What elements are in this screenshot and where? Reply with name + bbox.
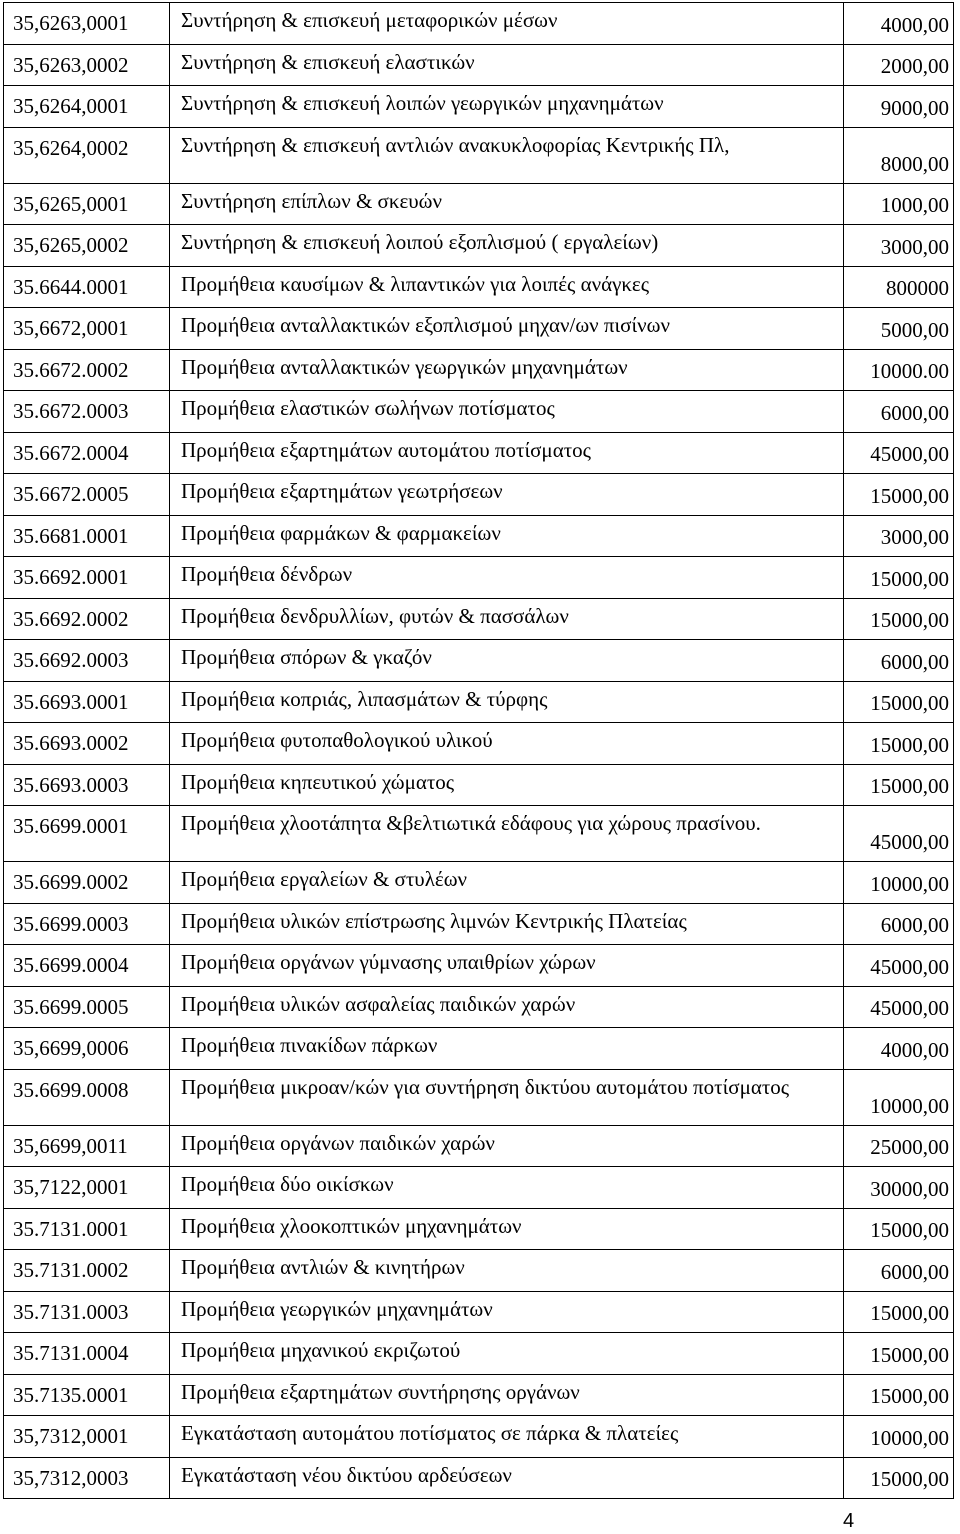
amount-cell: 15000,00 — [844, 1374, 954, 1416]
code-cell: 35.7131.0001 — [4, 1208, 170, 1250]
amount-cell: 45000,00 — [844, 945, 954, 987]
table-row — [4, 308, 954, 350]
description-cell: Προμήθεια υλικών ασφαλείας παιδικών χαρών — [170, 986, 844, 1028]
code-cell: 35,6263,0002 — [4, 44, 170, 86]
table-row — [4, 1416, 954, 1458]
amount-cell: 10000.00 — [844, 349, 954, 391]
amount-cell: 3000,00 — [844, 515, 954, 557]
code-cell: 35,6265,0002 — [4, 225, 170, 267]
code-cell: 35.6699.0005 — [4, 986, 170, 1028]
amount-cell: 25000,00 — [844, 1125, 954, 1167]
amount-cell: 15000,00 — [844, 1208, 954, 1250]
table-row — [4, 349, 954, 391]
amount-cell: 9000,00 — [844, 86, 954, 128]
code-cell: 35.7135.0001 — [4, 1374, 170, 1416]
description-cell: Προμήθεια ανταλλακτικών εξοπλισμού μηχαν/ων πισίνων — [170, 308, 844, 350]
amount-cell: 15000,00 — [844, 681, 954, 723]
code-cell: 35.6672.0003 — [4, 391, 170, 433]
description-cell: Προμήθεια αντλιών & κινητήρων — [170, 1250, 844, 1292]
code-cell: 35.6693.0001 — [4, 681, 170, 723]
table-row — [4, 1457, 954, 1499]
page-number: 4 — [843, 1510, 855, 1532]
code-cell: 35,7122,0001 — [4, 1167, 170, 1209]
code-cell: 35.6672.0002 — [4, 349, 170, 391]
table-row — [4, 557, 954, 599]
table-row — [4, 723, 954, 765]
amount-cell: 6000,00 — [844, 1250, 954, 1292]
description-cell: Προμήθεια φαρμάκων & φαρμακείων — [170, 515, 844, 557]
amount-cell: 2000,00 — [844, 44, 954, 86]
description-cell: Προμήθεια σπόρων & γκαζόν — [170, 640, 844, 682]
table-row — [4, 432, 954, 474]
description-cell: Προμήθεια γεωργικών μηχανημάτων — [170, 1291, 844, 1333]
table-row — [4, 903, 954, 945]
code-cell: 35.6699.0004 — [4, 945, 170, 987]
description-cell: Συντήρηση & επισκευή μεταφορικών μέσων — [170, 3, 844, 45]
description-cell: Προμήθεια μικροαν/κών για συντήρηση δικτύου αυτομάτου ποτίσματος — [170, 1069, 844, 1125]
code-cell: 35.7131.0004 — [4, 1333, 170, 1375]
description-cell: Προμήθεια πινακίδων πάρκων — [170, 1028, 844, 1070]
table-row — [4, 1333, 954, 1375]
amount-cell: 15000,00 — [844, 598, 954, 640]
code-cell: 35.6644.0001 — [4, 266, 170, 308]
amount-cell: 15000,00 — [844, 474, 954, 516]
table-row — [4, 266, 954, 308]
code-cell: 35.6692.0002 — [4, 598, 170, 640]
code-cell: 35,6699,0006 — [4, 1028, 170, 1070]
code-cell: 35,6264,0001 — [4, 86, 170, 128]
code-cell: 35.6693.0002 — [4, 723, 170, 765]
amount-cell: 6000,00 — [844, 640, 954, 682]
description-cell: Προμήθεια δύο οικίσκων — [170, 1167, 844, 1209]
table-row — [4, 1167, 954, 1209]
code-cell: 35.6693.0003 — [4, 764, 170, 806]
description-cell: Προμήθεια κηπευτικού χώματος — [170, 764, 844, 806]
code-cell: 35.6699.0008 — [4, 1069, 170, 1125]
description-cell: Προμήθεια μηχανικού εκριζωτού — [170, 1333, 844, 1375]
description-cell: Προμήθεια δενδρυλλίων, φυτών & πασσάλων — [170, 598, 844, 640]
code-cell: 35,7312,0003 — [4, 1457, 170, 1499]
amount-cell: 5000,00 — [844, 308, 954, 350]
table-row — [4, 945, 954, 987]
table-row — [4, 862, 954, 904]
amount-cell: 15000,00 — [844, 1291, 954, 1333]
code-cell: 35.6699.0002 — [4, 862, 170, 904]
amount-cell: 8000,00 — [844, 127, 954, 183]
table-row — [4, 806, 954, 862]
table-row — [4, 44, 954, 86]
amount-cell: 30000,00 — [844, 1167, 954, 1209]
code-cell: 35,6263,0001 — [4, 3, 170, 45]
table-row — [4, 86, 954, 128]
amount-cell: 15000,00 — [844, 1457, 954, 1499]
table-row — [4, 764, 954, 806]
description-cell: Προμήθεια δένδρων — [170, 557, 844, 599]
description-cell: Συντήρηση & επισκευή ελαστικών — [170, 44, 844, 86]
code-cell: 35.6672.0005 — [4, 474, 170, 516]
description-cell: Προμήθεια υλικών επίστρωσης λιμνών Κεντρικής Πλατείας — [170, 903, 844, 945]
amount-cell: 10000,00 — [844, 1069, 954, 1125]
table-row — [4, 3, 954, 45]
description-cell: Συντήρηση & επισκευή λοιπού εξοπλισμού ( εργαλείων) — [170, 225, 844, 267]
description-cell: Προμήθεια εξαρτημάτων γεωτρήσεων — [170, 474, 844, 516]
code-cell: 35.6681.0001 — [4, 515, 170, 557]
table-row — [4, 1374, 954, 1416]
description-cell: Συντήρηση & επισκευή λοιπών γεωργικών μηχανημάτων — [170, 86, 844, 128]
description-cell: Συντήρηση επίπλων & σκευών — [170, 183, 844, 225]
amount-cell: 15000,00 — [844, 764, 954, 806]
table-row — [4, 225, 954, 267]
amount-cell: 6000,00 — [844, 903, 954, 945]
amount-cell: 10000,00 — [844, 862, 954, 904]
amount-cell: 45000,00 — [844, 806, 954, 862]
budget-table — [3, 2, 954, 1499]
code-cell: 35.6699.0001 — [4, 806, 170, 862]
amount-cell: 800000 — [844, 266, 954, 308]
table-row — [4, 391, 954, 433]
code-cell: 35,6672,0001 — [4, 308, 170, 350]
description-cell: Προμήθεια χλοοτάπητα &βελτιωτικά εδάφους για χώρους πρασίνου. — [170, 806, 844, 862]
description-cell: Προμήθεια ανταλλακτικών γεωργικών μηχανημάτων — [170, 349, 844, 391]
description-cell: Εγκατάσταση αυτομάτου ποτίσματος σε πάρκα & πλατείες — [170, 1416, 844, 1458]
table-row — [4, 1069, 954, 1125]
code-cell: 35,6265,0001 — [4, 183, 170, 225]
description-cell: Προμήθεια εργαλείων & στυλέων — [170, 862, 844, 904]
table-row — [4, 1208, 954, 1250]
code-cell: 35,7312,0001 — [4, 1416, 170, 1458]
description-cell: Προμήθεια ελαστικών σωλήνων ποτίσματος — [170, 391, 844, 433]
table-row — [4, 474, 954, 516]
amount-cell: 15000,00 — [844, 1333, 954, 1375]
table-row — [4, 640, 954, 682]
amount-cell: 10000,00 — [844, 1416, 954, 1458]
table-row — [4, 681, 954, 723]
table-row — [4, 1250, 954, 1292]
code-cell: 35,6264,0002 — [4, 127, 170, 183]
amount-cell: 3000,00 — [844, 225, 954, 267]
code-cell: 35.6699.0003 — [4, 903, 170, 945]
code-cell: 35.6672.0004 — [4, 432, 170, 474]
code-cell: 35.6692.0003 — [4, 640, 170, 682]
amount-cell: 45000,00 — [844, 986, 954, 1028]
table-row — [4, 1291, 954, 1333]
amount-cell: 45000,00 — [844, 432, 954, 474]
description-cell: Προμήθεια κοπριάς, λιπασμάτων & τύρφης — [170, 681, 844, 723]
table-row — [4, 598, 954, 640]
table-row — [4, 986, 954, 1028]
table-row — [4, 1028, 954, 1070]
table-row — [4, 183, 954, 225]
table-row — [4, 1125, 954, 1167]
description-cell: Συντήρηση & επισκευή αντλιών ανακυκλοφορίας Κεντρικής Πλ, — [170, 127, 844, 183]
amount-cell: 4000,00 — [844, 3, 954, 45]
description-cell: Προμήθεια καυσίμων & λιπαντικών για λοιπές ανάγκες — [170, 266, 844, 308]
amount-cell: 15000,00 — [844, 557, 954, 599]
description-cell: Προμήθεια φυτοπαθολογικού υλικού — [170, 723, 844, 765]
description-cell: Προμήθεια εξαρτημάτων αυτομάτου ποτίσματος — [170, 432, 844, 474]
code-cell: 35,6699,0011 — [4, 1125, 170, 1167]
table-row — [4, 515, 954, 557]
code-cell: 35.7131.0003 — [4, 1291, 170, 1333]
budget-table-body — [4, 3, 954, 1499]
amount-cell: 1000,00 — [844, 183, 954, 225]
description-cell: Προμήθεια χλοοκοπτικών μηχανημάτων — [170, 1208, 844, 1250]
description-cell: Προμήθεια οργάνων παιδικών χαρών — [170, 1125, 844, 1167]
description-cell: Προμήθεια εξαρτημάτων συντήρησης οργάνων — [170, 1374, 844, 1416]
amount-cell: 6000,00 — [844, 391, 954, 433]
code-cell: 35.7131.0002 — [4, 1250, 170, 1292]
description-cell: Προμήθεια οργάνων γύμνασης υπαιθρίων χώρων — [170, 945, 844, 987]
code-cell: 35.6692.0001 — [4, 557, 170, 599]
table-row — [4, 127, 954, 183]
amount-cell: 4000,00 — [844, 1028, 954, 1070]
description-cell: Εγκατάσταση νέου δικτύου αρδεύσεων — [170, 1457, 844, 1499]
amount-cell: 15000,00 — [844, 723, 954, 765]
